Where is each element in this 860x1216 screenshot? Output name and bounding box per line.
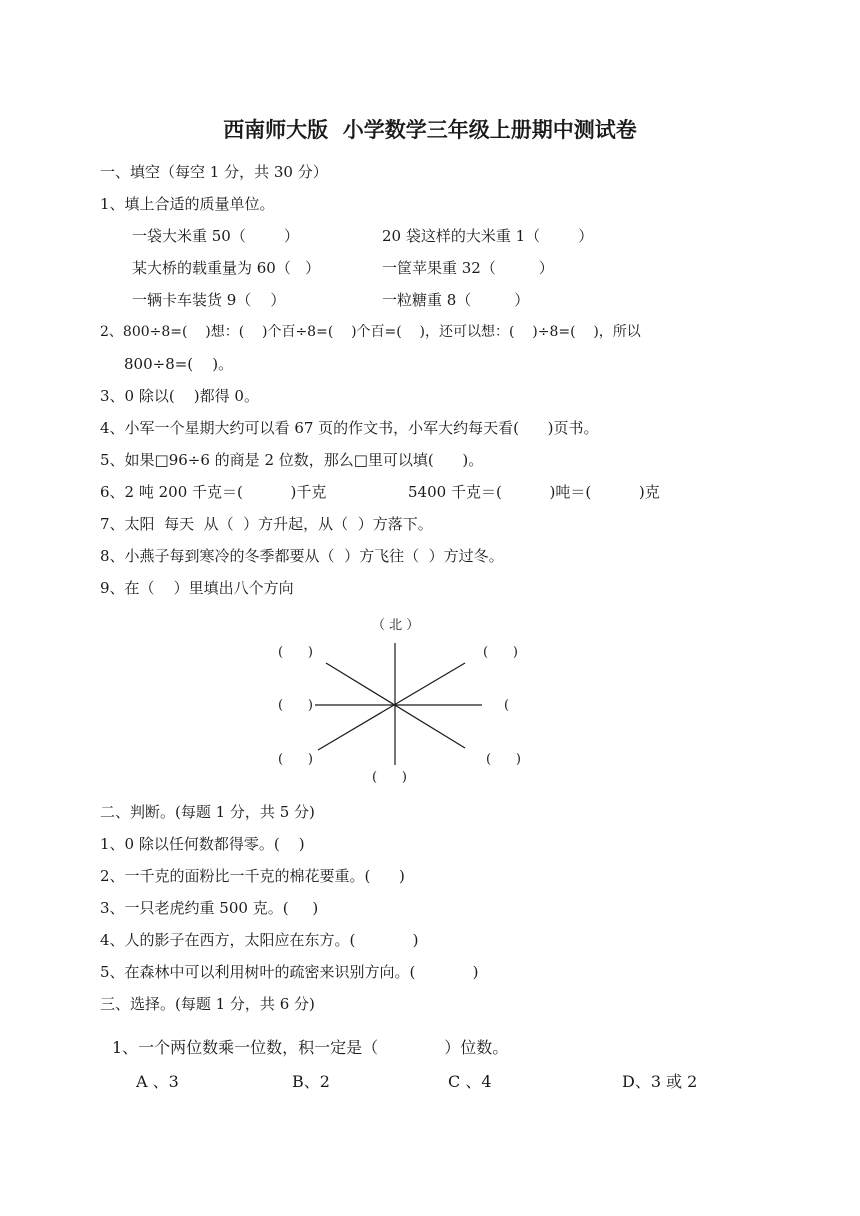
section3-heading: 三、选择。(每题 1 分，共 6 分): [100, 995, 315, 1013]
compass-blank-west: ( ): [278, 698, 313, 713]
section1-heading: 一、填空（每空 1 分，共 30 分）: [100, 163, 328, 181]
compass-blank-northeast: ( ): [483, 645, 518, 660]
judgement-item-3: 3、一只老虎约重 500 克。( ): [100, 899, 319, 917]
question-9: 9、在（ ）里填出八个方向: [100, 579, 294, 597]
q1-item-6: 一粒糖重 8（ ）: [382, 291, 530, 309]
question-2-line1: 2、800÷8=( )想：( )个百÷8=( )个百=( )，还可以想：( )÷8=( )，所以: [100, 324, 641, 340]
question-6a: 6、2 吨 200 千克＝( )千克: [100, 483, 327, 501]
question-5: 5、如果□96÷6 的商是 2 位数，那么□里可以填( )。: [100, 451, 484, 469]
compass-blank-south: ( ): [372, 770, 407, 785]
question-1-stem: 1、填上合适的质量单位。: [100, 195, 275, 213]
compass-blank-northwest: ( ): [278, 645, 313, 660]
judgement-item-5: 5、在森林中可以利用树叶的疏密来识别方向。( ): [100, 963, 479, 981]
choice-option-a: A 、3: [136, 1072, 179, 1091]
question-7: 7、太阳 每天 从（ ）方升起，从（ ）方落下。: [100, 515, 433, 533]
compass-blank-southwest: ( ): [278, 752, 313, 767]
section2-heading: 二、判断。(每题 1 分，共 5 分): [100, 803, 315, 821]
q1-item-2: 20 袋这样的大米重 1（ ）: [382, 227, 594, 245]
judgement-item-4: 4、人的影子在西方，太阳应在东方。( ): [100, 931, 419, 949]
question-6b: 5400 千克＝( )吨＝( )克: [408, 483, 660, 501]
compass-blank-east: (: [504, 698, 510, 713]
judgement-item-2: 2、一千克的面粉比一千克的棉花要重。( ): [100, 867, 405, 885]
compass-label-north: （ 北 ）: [372, 618, 420, 633]
choice-option-b: B、2: [292, 1072, 330, 1091]
choice-option-d: D、3 或 2: [622, 1072, 698, 1091]
question-8: 8、小燕子每到寒冷的冬季都要从（ ）方飞往（ ）方过冬。: [100, 547, 504, 565]
question-2-line2: 800÷8=( )。: [124, 355, 234, 373]
question-4: 4、小军一个星期大约可以看 67 页的作文书，小军大约每天看( )页书。: [100, 419, 599, 437]
choice-option-c: C 、4: [448, 1072, 492, 1091]
q1-item-4: 一筐苹果重 32（ ）: [382, 259, 554, 277]
choice-question-1: 1、一个两位数乘一位数，积一定是（ ）位数。: [112, 1038, 509, 1057]
compass-line-diagonal-2: [318, 663, 465, 750]
question-3: 3、0 除以( )都得 0。: [100, 387, 259, 405]
compass-blank-southeast: ( ): [486, 752, 521, 767]
q1-item-5: 一辆卡车装货 9（ ）: [132, 291, 286, 309]
q1-item-1: 一袋大米重 50（ ）: [132, 227, 300, 245]
q1-item-3: 某大桥的载重量为 60（ ）: [132, 259, 321, 277]
judgement-item-1: 1、0 除以任何数都得零。( ): [100, 835, 305, 853]
page-title: 西南师大版 小学数学三年级上册期中测试卷: [223, 118, 637, 142]
